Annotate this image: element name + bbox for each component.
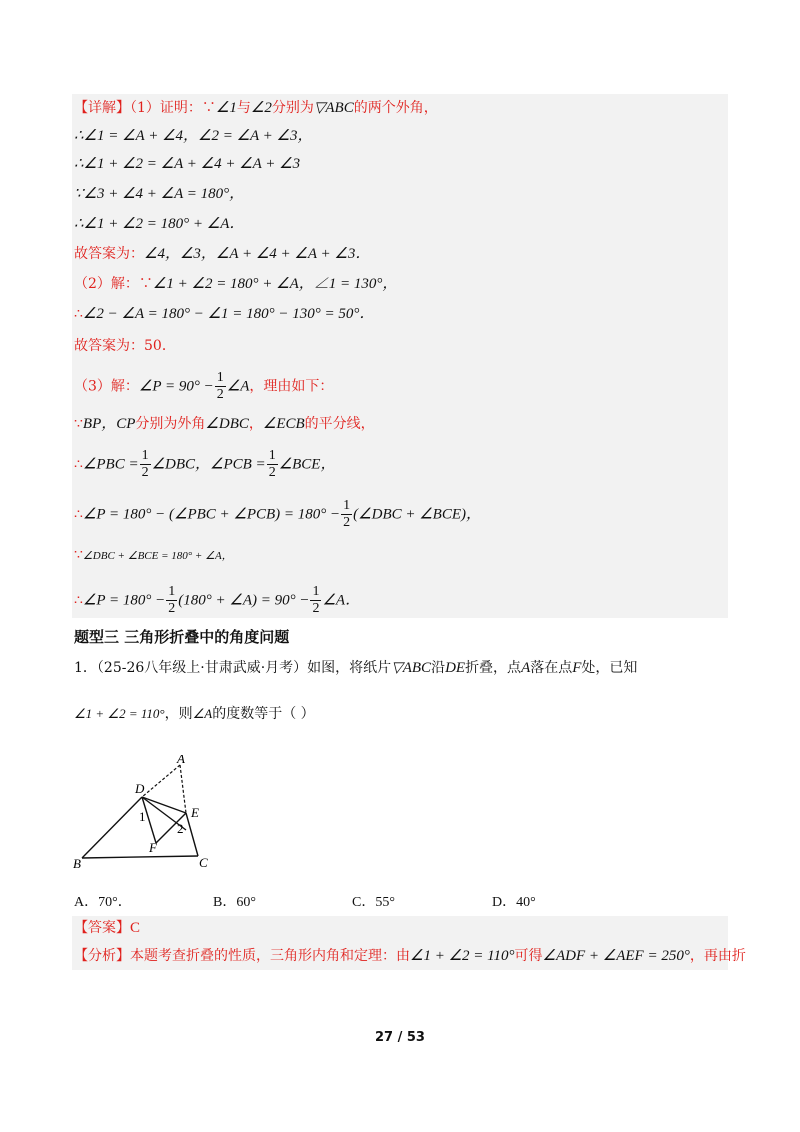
label-c: C [199,855,208,870]
label-2: 2 [177,821,184,836]
answer-line: 【答案】C [74,920,141,936]
fold-de [142,797,186,813]
label-f: F [149,840,157,855]
option-c[interactable]: C．55° [352,895,395,910]
analysis-line: 【分析】本题考查折叠的性质，三角形内角和定理：由∠1 + ∠2 = 110°可得∠ADF + ∠AEF = 250°，再由折 [74,948,746,964]
detail-line-4: ∵∠3 + ∠4 + ∠A = 180°， [74,186,245,202]
label-d: D [135,781,145,796]
label-b: B [73,856,81,870]
detail-line-6: 故答案为：∠4，∠3，∠A + ∠4 + ∠A + ∠3． [74,246,371,262]
question-line-1: 1．（25-26八年级上·甘肃武威·月考）如图，将纸片▽ABC沿DE折叠，点A落在点F处，已知 [74,660,638,676]
option-a[interactable]: A．70°． [74,895,132,910]
option-b[interactable]: B．60° [213,895,256,910]
fraction-half: $\frac{1}{2}$ [268,448,276,480]
dashed-ae [180,765,186,813]
detail-line-15: ∴∠P = 180° − $\frac{1}{2}$ (180° + ∠A) = 90° − $\frac{1}{2}$ ∠A． [74,584,361,616]
label-1: 1 [139,809,146,824]
detail-line-9: 故答案为：50． [74,338,176,354]
edge-bd [82,797,142,858]
triangle-figure [60,755,220,870]
detail-line-13: ∴∠P = 180° − (∠PBC + ∠PCB) = 180° − $\frac{1}{2}$ (∠DBC + ∠BCE)， [74,498,482,530]
edge-bc [82,856,198,858]
label-e: E [191,805,199,820]
detail-line-3: ∴∠1 + ∠2 = ∠A + ∠4 + ∠A + ∠3 [74,156,301,172]
detail-line-7: （2）解：∵∠1 + ∠2 = 180° + ∠A，∠1 = 130°， [74,276,398,292]
fraction-half: $\frac{1}{2}$ [343,498,351,530]
section-title: 题型三 三角形折叠中的角度问题 [74,628,290,646]
detail-line-1: 【详解】（1）证明：∵∠1与∠2分别为▽ABC的两个外角， [74,100,438,116]
fraction-half: $\frac{1}{2}$ [141,448,149,480]
detail-line-10: （3）解：∠P = 90° − $\frac{1}{2}$ ∠A，理由如下： [74,370,334,402]
detail-line-2: ∴∠1 = ∠A + ∠4，∠2 = ∠A + ∠3， [74,128,313,144]
detail-line-11: ∵BP，CP分别为外角∠DBC，∠ECB的平分线， [74,416,375,432]
fraction-half: $\frac{1}{2}$ [216,370,224,402]
fraction-half: $\frac{1}{2}$ [168,584,176,616]
option-d[interactable]: D．40° [492,895,536,910]
label-a: A [177,755,185,766]
fraction-half: $\frac{1}{2}$ [312,584,320,616]
question-line-2: ∠1 + ∠2 = 110°，则∠A的度数等于（ ） [74,706,315,722]
dashed-ad [142,765,180,797]
page-number: 27 / 53 [375,1030,425,1045]
detail-line-14: ∵∠DBC + ∠BCE = 180° + ∠A， [74,547,233,563]
detail-line-12: ∴∠PBC = $\frac{1}{2}$ ∠DBC，∠PCB = $\frac{1}{2}$ ∠BCE， [74,448,336,480]
detail-line-5: ∴∠1 + ∠2 = 180° + ∠A． [74,216,245,232]
detail-line-8: ∴∠2 − ∠A = 180° − ∠1 = 180° − 130° = 50°． [74,306,375,322]
